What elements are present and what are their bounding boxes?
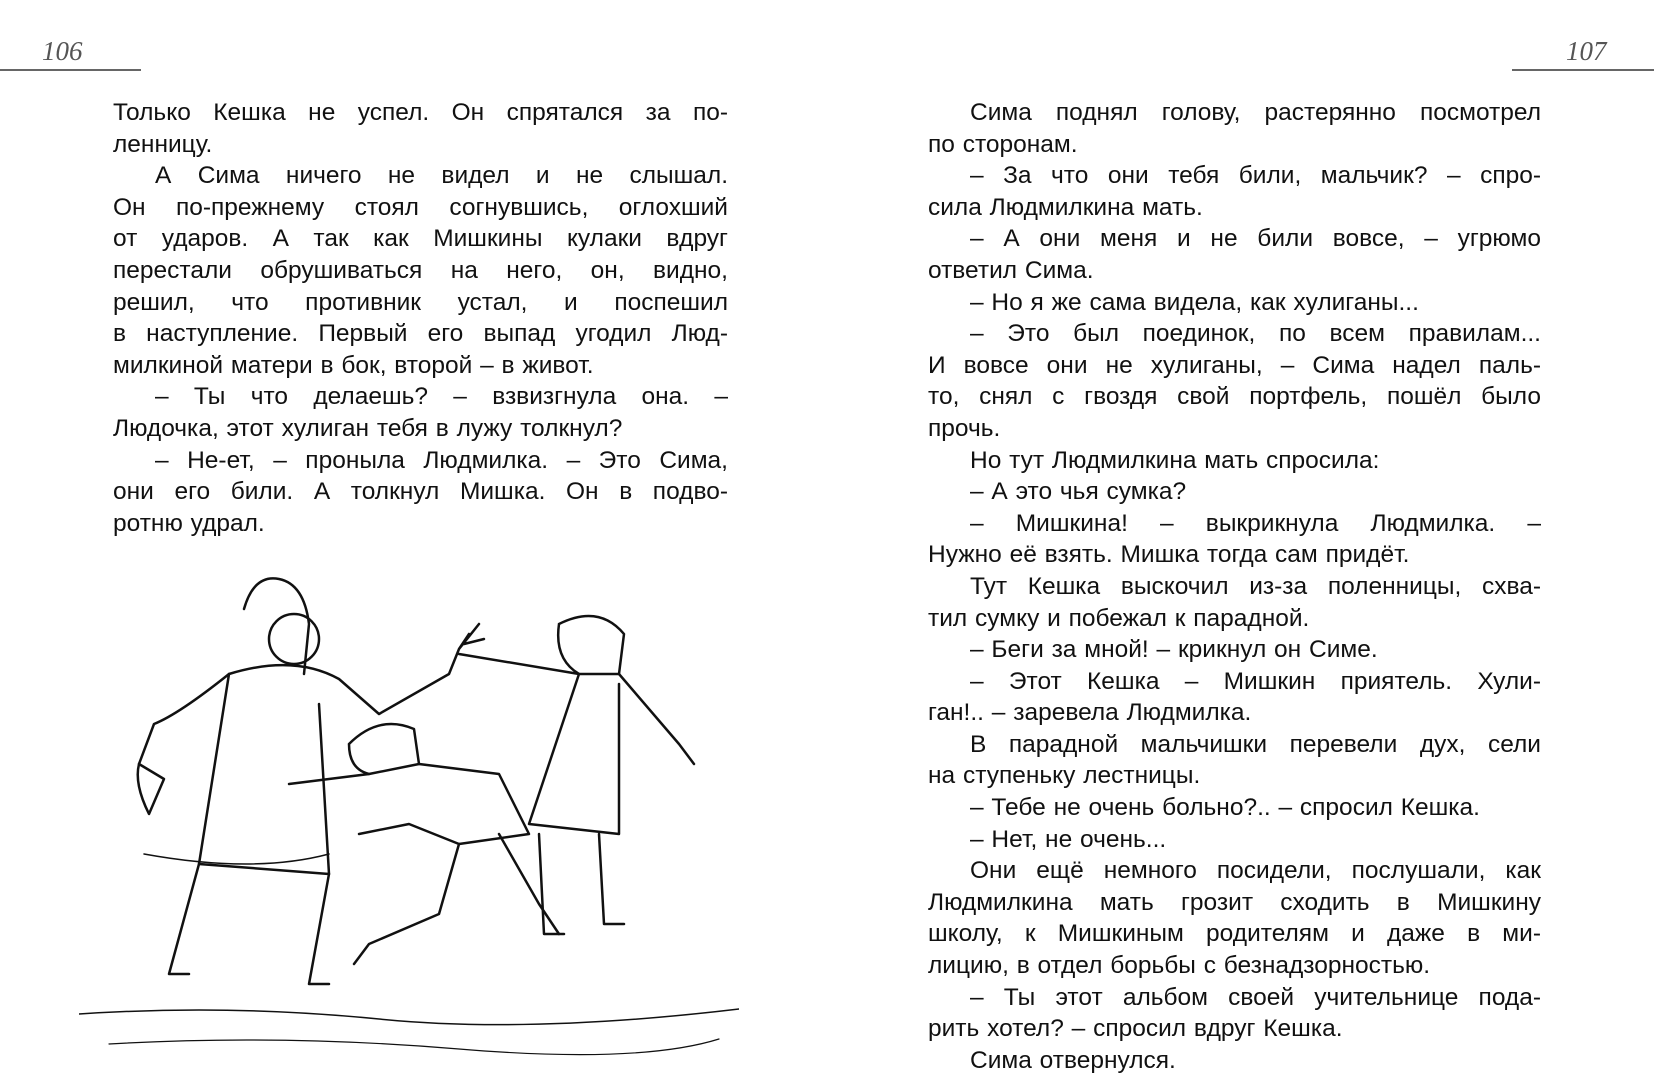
text-line: ротню удрал. [113,509,265,537]
text-line: Но тут Людмилкина мать спросила: [970,446,1380,474]
text-line: – Это был поединок, по всем правилам... [970,320,1541,348]
illustration-children-fight [79,564,739,1069]
page-number-right: 107 [1566,36,1607,66]
text-line: прочь. [928,414,1001,442]
text-line: по сторонам. [928,130,1078,158]
text-line: – Мишкина! – выкрикнула Людмилка. – [970,509,1541,537]
text-line: – Не-ет, – проныла Людмилка. – Это Сима, [155,446,728,474]
text-line: – Этот Кешка – Мишкин приятель. Хули- [970,667,1541,695]
text-line: – Ты что делаешь? – взвизгнула она. – [155,383,728,411]
text-line: – А они меня и не били вовсе, – угрюмо [970,225,1541,253]
text-line: – Ты этот альбом своей учительнице пода- [970,983,1541,1011]
text-line: сила Людмилкина мать. [928,193,1203,221]
text-line: в наступление. Первый его выпад угодил Люд- [113,320,728,348]
text-line: И вовсе они не хулиганы, – Сима надел паль- [928,351,1541,379]
text-line: – А это чья сумка? [970,478,1187,506]
text-line: – Нет, не очень... [970,825,1167,853]
text-line: В парадной мальчишки перевели дух, сели [970,730,1541,758]
text-line: Сима отвернулся. [970,1046,1176,1074]
text-line: на ступеньку лестницы. [928,762,1201,790]
text-line: тил сумку и побежал к парадной. [928,604,1310,632]
text-line: то, снял с гвоздя свой портфель, пошёл было [928,383,1541,411]
text-line: Он по-прежнему стоял согнувшись, оглохший [113,193,728,221]
text-line: от ударов. А так как Мишкины кулаки вдруг [113,225,728,253]
text-line: ответил Сима. [928,256,1094,284]
text-line: – Тебе не очень больно?.. – спросил Кешка. [970,794,1480,822]
text-line: ган!.. – заревела Людмилка. [928,699,1252,727]
text-line: школу, к Мишкиным родителям и даже в ми- [928,920,1541,948]
text-line: Тут Кешка выскочил из-за поленницы, схва- [970,572,1541,600]
header-rule-left [0,69,141,71]
text-line: – За что они тебя били, мальчик? – спро- [970,162,1541,190]
page-number-left: 106 [42,36,83,66]
right-page-text [928,97,1541,1076]
text-line: лицию, в отдел борьбы с безнадзорностью. [928,952,1431,980]
text-line: Только Кешка не успел. Он спрятался за по- [113,99,728,126]
text-line: рить хотел? – спросил вдруг Кешка. [928,1015,1343,1043]
text-line: Людочка, этот хулиган тебя в лужу толкнул? [113,414,623,442]
text-line: Сима поднял голову, растерянно посмотрел [970,99,1541,126]
header-rule-right [1512,69,1654,71]
text-line: А Сима ничего не видел и не слышал. [155,162,728,190]
text-line: перестали обрушиваться на него, он, видно, [113,256,728,284]
left-page-text [113,97,728,539]
text-line: решил, что противник устал, и поспешил [113,288,728,316]
text-line: они его били. А толкнул Мишка. Он в подво- [113,478,728,506]
text-line: Они ещё немного посидели, послушали, как [970,857,1541,885]
text-line: Нужно её взять. Мишка тогда сам придёт. [928,541,1410,569]
text-line: милкиной матери в бок, второй – в живот. [113,351,594,379]
text-line: ленницу. [113,130,213,158]
text-line: – Беги за мной! – крикнул он Симе. [970,636,1378,664]
text-line: Людмилкина мать грозит сходить в Мишкину [928,888,1541,916]
text-line: – Но я же сама видела, как хулиганы... [970,288,1419,316]
